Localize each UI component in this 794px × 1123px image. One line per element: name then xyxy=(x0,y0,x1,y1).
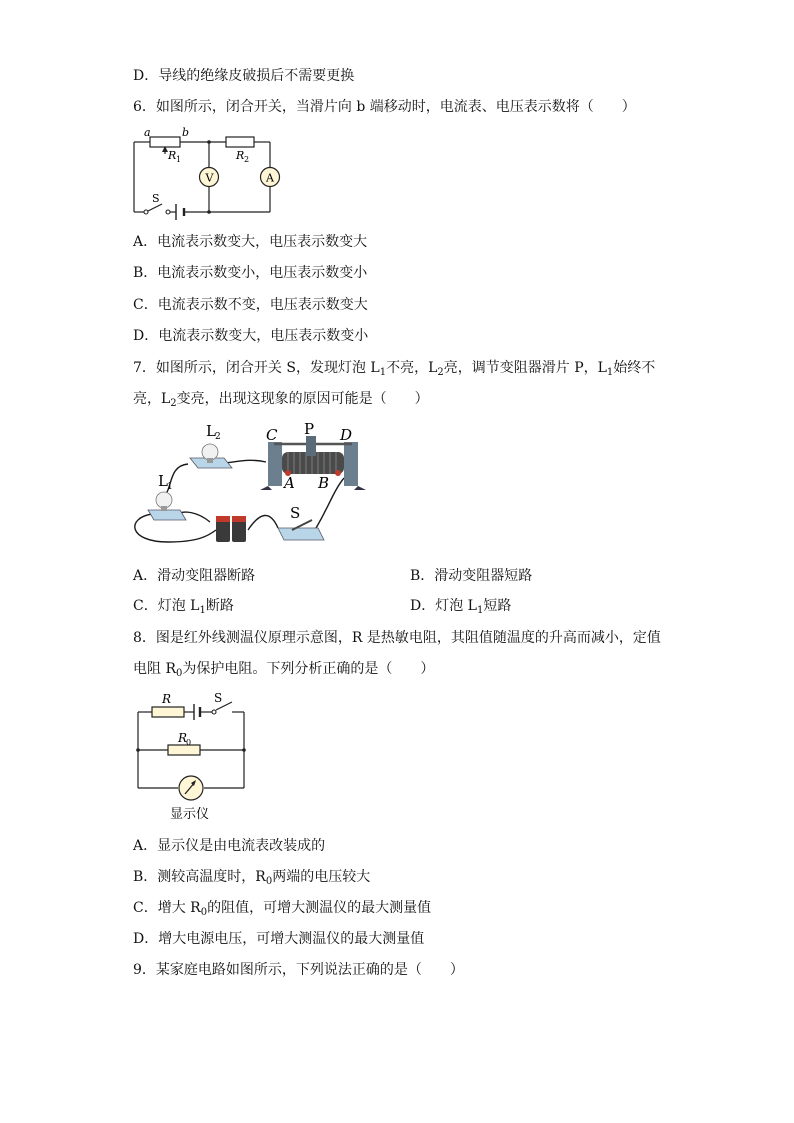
q7-option-d: D．灯泡 $L_1$短路 xyxy=(410,598,512,616)
q8-r0-sub: 0 xyxy=(186,738,192,747)
q6-terminal-b: b xyxy=(182,126,190,139)
q6-switch-label: S xyxy=(152,192,160,205)
q6-option-c: C．电流表示数不变，电压表示数变大 xyxy=(133,297,368,313)
q8-meter-label: 显示仪 xyxy=(170,807,210,822)
q7-slider-p: P xyxy=(304,420,315,438)
q6-circuit-diagram xyxy=(128,122,288,222)
q8-option-b: B．测较高温度时，$R_0$两端的电压较大 xyxy=(133,869,371,887)
q8-stem-line2: 电阻 $R_0$为保护电阻。下列分析正确的是（ ） xyxy=(133,661,435,679)
q6-voltmeter-label: V xyxy=(205,171,214,185)
q6-option-d: D．电流表示数变大，电压表示数变小 xyxy=(133,328,369,344)
q7-terminal-b: B xyxy=(318,474,330,492)
q7-l2-sub: 2 xyxy=(215,432,221,442)
q8-r-label: R xyxy=(162,692,172,706)
q7-l2-label: L xyxy=(206,422,216,440)
q6-stem: 6．如图所示，闭合开关，当滑片向 b 端移动时，电流表、电压表示数将（ ） xyxy=(133,99,636,115)
q7-terminal-d: D xyxy=(340,426,353,444)
q6-terminal-a: a xyxy=(144,126,151,139)
q7-switch-label: S xyxy=(290,504,301,522)
q7-option-a: A．滑动变阻器断路 xyxy=(133,568,256,584)
q8-option-a: A．显示仪是由电流表改装成的 xyxy=(133,838,326,854)
q8-r0-label: R xyxy=(178,731,188,745)
q7-terminal-c: C xyxy=(266,426,278,444)
q6-r1-sub: 1 xyxy=(176,155,182,164)
q6-r2-label: R xyxy=(236,149,245,162)
q6-option-a: A．电流表示数变大，电压表示数变大 xyxy=(133,234,368,250)
q7-l1-sub: 1 xyxy=(167,482,173,492)
q5-option-d: D．导线的绝缘皮破损后不需要更换 xyxy=(133,68,355,84)
q7-terminal-a: A xyxy=(284,474,295,492)
q7-option-b: B．滑动变阻器短路 xyxy=(410,568,533,584)
q8-switch-label: S xyxy=(214,691,223,705)
q7-option-c: C．灯泡 $L_1$断路 xyxy=(133,598,234,616)
q8-option-c: C．增大 $R_0$的阻值，可增大测温仪的最大测量值 xyxy=(133,900,432,918)
q7-l1-label: L xyxy=(158,472,168,490)
q6-ammeter-label: A xyxy=(266,171,274,185)
q6-r2-sub: 2 xyxy=(244,155,250,164)
q8-stem-line1: 8．图是红外线测温仪原理示意图，R 是热敏电阻，其阻值随温度的升高而减小，定值 xyxy=(133,630,661,646)
q7-stem-line2: 亮，$L_2$变亮，出现这现象的原因可能是（ ） xyxy=(133,391,429,409)
q9-stem: 9．某家庭电路如图所示，下列说法正确的是（ ） xyxy=(133,962,464,978)
q7-stem-line1: 7．如图所示，闭合开关 S，发现灯泡 $L_1$不亮，$L_2$亮，调节变阻器滑片 P，$L_1$始终不 xyxy=(133,360,656,378)
q6-r1-label: R xyxy=(168,149,177,162)
q6-option-b: B．电流表示数变小，电压表示数变小 xyxy=(133,265,368,281)
q7-circuit-photo xyxy=(128,418,368,552)
q8-option-d: D．增大电源电压，可增大测温仪的最大测量值 xyxy=(133,931,425,947)
q8-circuit-diagram xyxy=(132,690,258,826)
